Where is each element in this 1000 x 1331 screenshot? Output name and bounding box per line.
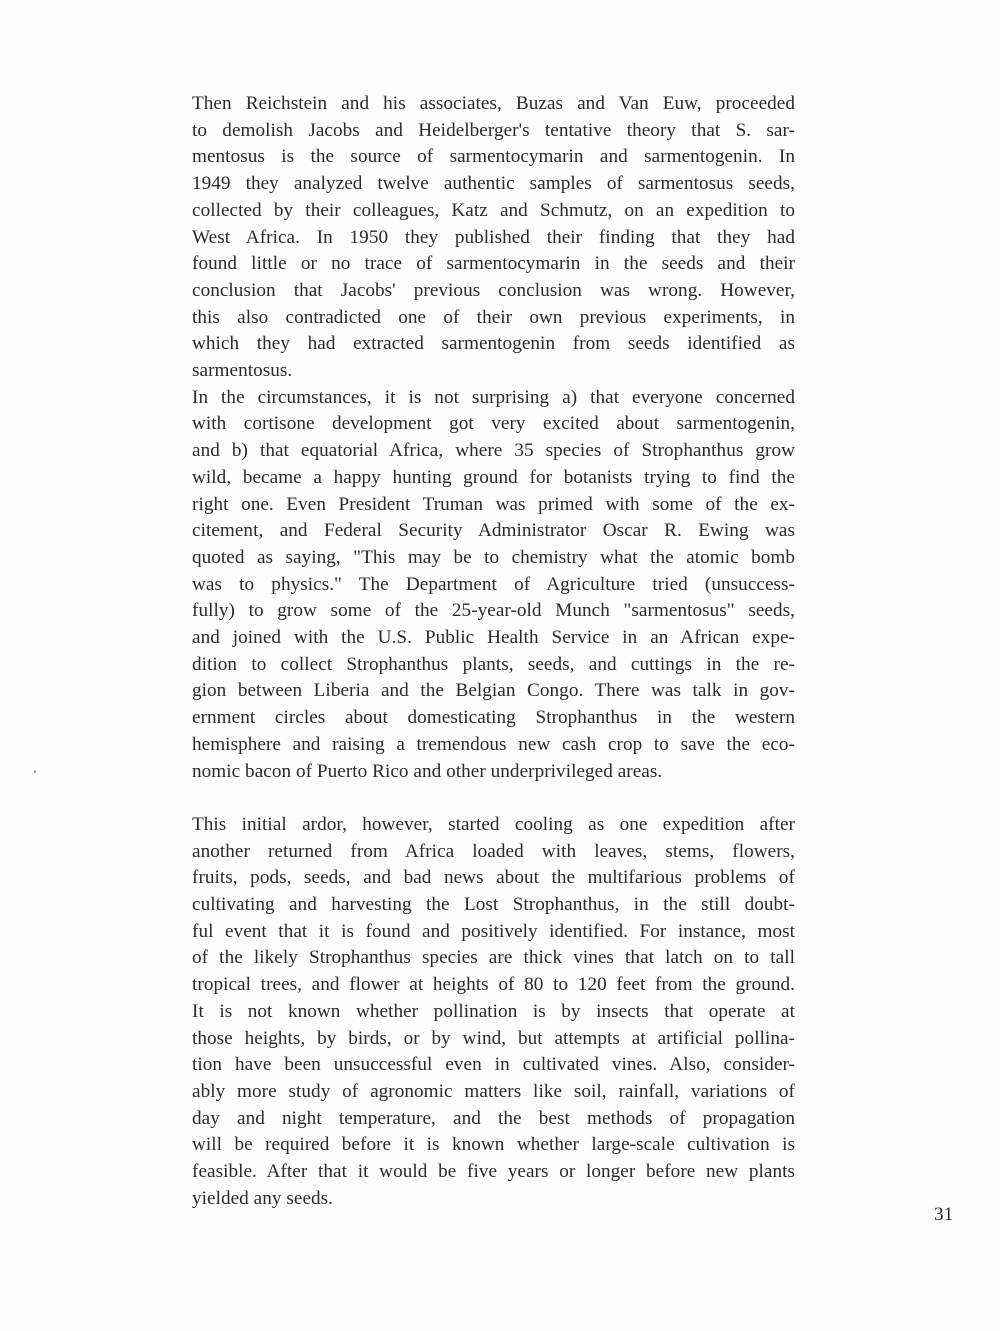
text-line: fully) to grow some of the 25-year-old Munch "sarmentosus" seeds, (192, 600, 795, 622)
text-line: of the likely Strophanthus species are thick vines that latch on to tall (192, 947, 795, 969)
text-line: conclusion that Jacobs' previous conclusion was wrong. However, (192, 279, 795, 301)
text-line: wild, became a happy hunting ground for botanists trying to find the (192, 466, 795, 488)
body-text (192, 91, 795, 1213)
paragraph-gap (192, 785, 795, 812)
text-line: ably more study of agronomic matters like soil, rainfall, variations of (192, 1081, 795, 1102)
paragraph (192, 385, 795, 786)
text-line: This initial ardor, however, started cooling as one expedition after (192, 813, 795, 835)
text-line: nomic bacon of Puerto Rico and other underprivileged areas. (192, 760, 663, 782)
text-line: In the circumstances, it is not surprising a) that everyone concerned (192, 386, 795, 408)
text-line: ful event that it is found and positively identified. For instance, most (192, 920, 795, 942)
text-line: feasible. After that it would be five years or longer before new plants (192, 1161, 795, 1183)
text-line: tropical trees, and flower at heights of 80 to 120 feet from the ground. (192, 974, 795, 996)
text-line: day and night temperature, and the best methods of propagation (192, 1107, 795, 1129)
text-line: citement, and Federal Security Administrator Oscar R. Ewing was (192, 520, 795, 542)
text-line: sarmentosus. (192, 360, 293, 382)
text-line: and joined with the U.S. Public Health Service in an African expe- (192, 627, 795, 649)
text-line: 1949 they analyzed twelve authentic samples of sarmentosus seeds, (192, 173, 795, 195)
text-line: It is not known whether pollination is by insects that operate at (192, 1000, 795, 1022)
text-line: another returned from Africa loaded with leaves, stems, flowers, (192, 840, 795, 862)
text-line: right one. Even President Truman was primed with some of the ex- (192, 493, 795, 515)
text-line: hemisphere and raising a tremendous new cash crop to save the eco- (192, 733, 795, 755)
scan-speck (34, 770, 36, 773)
text-line: mentosus is the source of sarmentocymarin and sarmentogenin. In (192, 146, 795, 168)
text-line: gion between Liberia and the Belgian Congo. There was talk in gov- (192, 680, 795, 702)
text-line: yielded any seeds. (192, 1187, 334, 1209)
text-line: dition to collect Strophanthus plants, seeds, and cuttings in the re- (192, 653, 795, 675)
text-line: this also contradicted one of their own previous experiments, in (192, 306, 795, 328)
text-line: will be required before it is known whether large-scale cultivation is (192, 1134, 795, 1156)
text-line: fruits, pods, seeds, and bad news about the multifarious problems of (192, 867, 795, 889)
paragraph (192, 91, 795, 385)
text-line: ernment circles about domesticating Strophanthus in the western (192, 707, 795, 729)
text-line: West Africa. In 1950 they published their finding that they had (192, 226, 795, 248)
text-line: quoted as saying, "This may be to chemistry what the atomic bomb (192, 546, 795, 568)
text-line: found little or no trace of sarmentocymarin in the seeds and their (192, 253, 795, 275)
text-line: those heights, by birds, or by wind, but attempts at artificial pollina- (192, 1027, 795, 1049)
text-line: with cortisone development got very excited about sarmentogenin, (192, 413, 795, 435)
text-line: collected by their colleagues, Katz and Schmutz, on an expedition to (192, 199, 795, 221)
page-number: 31 (934, 1204, 954, 1225)
text-line: was to physics." The Department of Agriculture tried (unsuccess- (192, 573, 795, 595)
text-line: Then Reichstein and his associates, Buzas and Van Euw, proceeded (192, 93, 795, 114)
text-line: and b) that equatorial Africa, where 35 species of Strophanthus grow (192, 440, 795, 462)
text-line: to demolish Jacobs and Heidelberger's tentative theory that S. sar- (192, 119, 795, 141)
text-line: which they had extracted sarmentogenin from seeds identified as (192, 333, 795, 355)
text-line: tion have been unsuccessful even in cultivated vines. Also, consider- (192, 1054, 795, 1076)
paragraph (192, 812, 795, 1213)
text-line: cultivating and harvesting the Lost Strophanthus, in the still doubt- (192, 894, 795, 916)
